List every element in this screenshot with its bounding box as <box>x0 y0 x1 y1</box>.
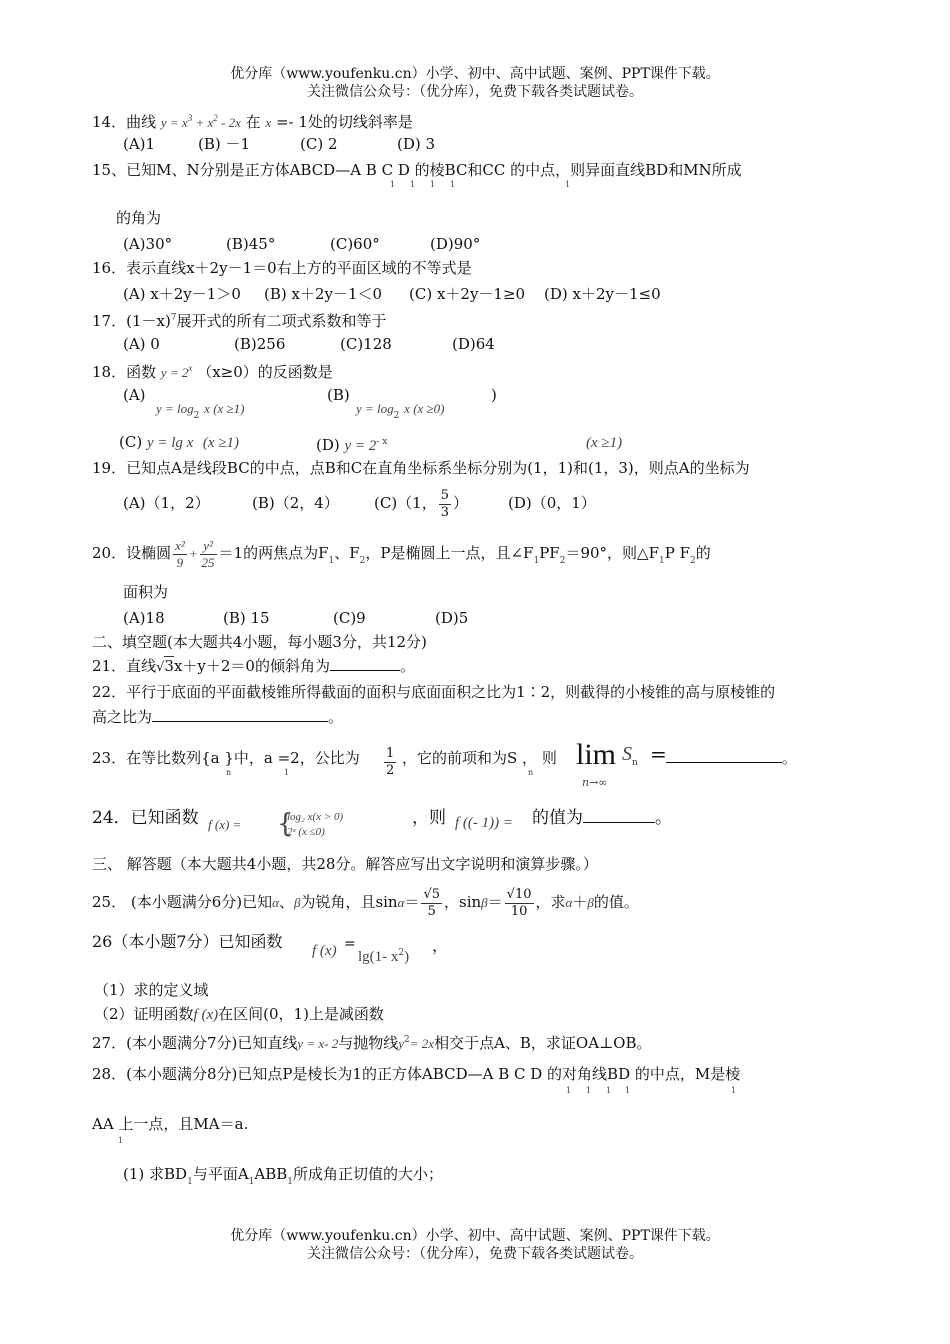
q23-limit-sub: n→∞ <box>582 776 608 789</box>
q19-option-b: (B)（2，4） <box>252 494 339 512</box>
question-14 <box>92 108 413 133</box>
q14-suffix: =- 1处的切线斜率是 <box>275 113 413 131</box>
question-21: 21．直线√3x＋y＋2＝0的倾斜角为 。 <box>92 657 415 675</box>
q18-option-d-cond: (x ≥1) <box>586 435 623 451</box>
question-28-line-1: 28．(本小题满分8分)已知点P是棱长为1的正方体ABCD—A B C D 的对角线BD 的中点，M是棱 <box>92 1065 741 1083</box>
question-15: 15、已知M、N分别是正方体ABCD—A B C D 的棱BC和CC 的中点，则异面直线BD和MN所成 <box>92 161 742 179</box>
q17-option-c: (C)128 <box>340 335 392 353</box>
header-line-1: 优分库（www.youfenku.cn）小学、初中、高中试题、案例、PPT课件下载。 <box>230 66 720 82</box>
q20-option-b: (B) 15 <box>223 609 270 627</box>
q24-function: f (x) = <box>208 817 242 832</box>
q14-option-b: (B) －1 <box>198 135 251 153</box>
q15-option-c: (C)60° <box>330 235 380 253</box>
q17-exponent: 7 <box>170 313 177 323</box>
q20-option-a: (A)18 <box>123 609 165 627</box>
q24-suffix: 的值为 。 <box>532 808 672 828</box>
q16-option-b: (B) x＋2y－1＜0 <box>264 285 383 303</box>
q24-expr: f ((- 1)) = <box>455 815 514 831</box>
q15-continuation: 的角为 <box>116 209 162 227</box>
section-3-heading: 三、 解答题（本大题共4小题，共28分。解答应写出文字说明和演算步骤。） <box>92 855 598 873</box>
q18-option-c: (C) y = lg x (x ≥1) <box>119 433 240 451</box>
q24-case-1: log₂ x(x > 0) <box>287 811 344 823</box>
q23-sub-s: n <box>528 768 534 777</box>
q15-option-a: (A)30° <box>123 235 173 253</box>
q14-formula: $y = x^3 + x^2 - 2x$ <box>160 113 241 130</box>
q23-equals: = <box>650 742 667 766</box>
q24-mid: ，则 <box>412 808 446 828</box>
q28-sub-c1: 1 <box>606 1086 612 1095</box>
q15-option-b: (B)45° <box>226 235 276 253</box>
q15-sub-cc1: 1 <box>565 180 571 189</box>
q14-x: x <box>265 115 272 130</box>
q14-mid: 在 <box>245 113 261 131</box>
question-25: 25． (本小题满分6分)已知α、β为锐角，且sinα＝ $\frac{√5}{5}$ ，sinβ＝ $\frac{√10}{10}$ ，求α＋β的值。 <box>92 886 639 919</box>
q20-continuation: 面积为 <box>123 583 169 601</box>
q23-sum: $S_n$ <box>622 743 638 768</box>
question-22-line-2: 高之比为 。 <box>92 708 344 726</box>
q26-part-1: （1）求的定义域 <box>94 981 209 999</box>
q24-brace: { <box>277 809 294 839</box>
q23-sub-n: n <box>226 768 232 777</box>
q28-part-1: (1) 求$BD_1$与平面$A_1ABB_1$所成角正切值的大小； <box>123 1165 444 1187</box>
question-22-line-1: 22．平行于底面的平面截棱锥所得截面的面积与底面面积之比为1∶2，则截得的小棱锥的高与原棱锥的 <box>92 683 776 701</box>
q18-option-b-close: ) <box>491 386 497 404</box>
q18-option-a-label: (A) <box>123 386 146 404</box>
q26-comma: ， <box>432 936 449 955</box>
section-2-heading: 二、填空题(本大题共4小题，每小题3分，共12分) <box>92 633 427 651</box>
q28-sub-a1: 1 <box>566 1086 572 1095</box>
q14-prefix: 14．曲线 <box>92 113 157 131</box>
question-23: 23．在等比数列{a }中，a =2，公比为 <box>92 749 360 767</box>
q26-equals: = <box>344 936 356 952</box>
q15-sub-d1: 1 <box>450 180 456 189</box>
question-28-line-2: AA 上一点，且MA＝a. <box>92 1115 249 1133</box>
q23-limit: lim <box>576 738 617 771</box>
q19-option-d: (D)（0，1） <box>508 494 596 512</box>
q23-mid: ，它的前项和为S ， 则 <box>402 749 557 767</box>
q15-option-d: (D)90° <box>430 235 481 253</box>
q23-ratio: $\frac{1}{2}$ <box>386 745 395 778</box>
q16-option-a: (A) x＋2y－1＞0 <box>123 285 241 303</box>
q15-sub-c1: 1 <box>430 180 436 189</box>
q23-sub-1: 1 <box>284 768 290 777</box>
q18-option-a-formula: $y = \log_2 x$ (x ≥1) <box>156 401 245 421</box>
q17-option-a: (A) 0 <box>123 335 160 353</box>
q17-option-b: (B)256 <box>234 335 286 353</box>
q18-option-d: (D) $y = 2^{- x}$ <box>316 436 388 454</box>
q18-formula: $y = 2^x$ <box>160 363 193 380</box>
q28-sub-b1: 1 <box>586 1086 592 1095</box>
q18-option-b-label: (B) <box>327 386 350 404</box>
q19-option-a: (A)（1，2） <box>123 494 210 512</box>
q16-option-c: (C) x＋2y－1≥0 <box>409 285 526 303</box>
question-19: 19．已知点A是线段BC的中点，点B和C在直角坐标系坐标分别为(1，1)和(1，3)，则点A的坐标为 <box>92 459 750 477</box>
question-27: 27．(本小题满分7分)已知直线y = x- 2与抛物线$y^2= 2x$相交于点A、B，求证OA⊥OB。 <box>92 1034 652 1052</box>
q28-sub-d1: 1 <box>625 1086 631 1095</box>
q19-option-c: (C)（1， $\frac{5}{3}$ ） <box>374 487 469 520</box>
q15-sub-b1: 1 <box>410 180 416 189</box>
question-24: 24．已知函数 <box>92 808 199 828</box>
q16-option-d: (D) x＋2y－1≤0 <box>544 285 661 303</box>
q26-expr: lg(1- $x^2$) <box>358 948 410 965</box>
footer-line-2: 关注微信公众号：（优分库），免费下载各类试题试卷。 <box>307 1246 643 1262</box>
q14-option-d: (D) 3 <box>397 135 436 153</box>
q18-option-b-formula: $y = \log_2 x$ (x ≥0) <box>356 401 445 421</box>
question-26: 26（本小题7分）已知函数 <box>92 932 283 951</box>
q24-case-2: 2ˣ (x ≤0) <box>287 826 325 838</box>
header-line-2: 关注微信公众号：（优分库），免费下载各类试题试卷。 <box>307 84 643 100</box>
q20-option-c: (C)9 <box>333 609 366 627</box>
q26-part-2: （2）证明函数f (x)在区间(0，1)上是减函数 <box>94 1005 384 1023</box>
q28-sub-bd1: 1 <box>731 1086 737 1095</box>
q28-sub-aa1: 1 <box>118 1136 124 1145</box>
q20-option-d: (D)5 <box>435 609 469 627</box>
footer-line-1: 优分库（www.youfenku.cn）小学、初中、高中试题、案例、PPT课件下载。 <box>230 1228 720 1244</box>
q17-option-d: (D)64 <box>452 335 495 353</box>
question-16: 16．表示直线x＋2y－1＝0右上方的平面区域的不等式是 <box>92 259 472 277</box>
q23-blank: 。 <box>666 748 797 768</box>
q14-option-c: (C) 2 <box>300 135 338 153</box>
q15-sub-a1: 1 <box>390 180 396 189</box>
q26-function: f (x) <box>312 943 337 959</box>
q14-option-a: (A)1 <box>123 135 156 153</box>
question-17: 17．$(1-x)^7$展开式的所有二项式系数和等于 <box>92 312 387 330</box>
question-20: 20．设椭圆 $\frac{\text{x²}}{9}$ + $\frac{\text{y²}}{25}$ ＝1的两焦点为$F_1$、$F_2$，P是椭圆上一点，且$\angle F_1PF_2=90^\circ$，则$\triangle F_1P$ $F_2$的 <box>92 537 711 570</box>
question-18: 18．函数 $y = 2^x$ （x≥0）的反函数是 <box>92 363 333 381</box>
